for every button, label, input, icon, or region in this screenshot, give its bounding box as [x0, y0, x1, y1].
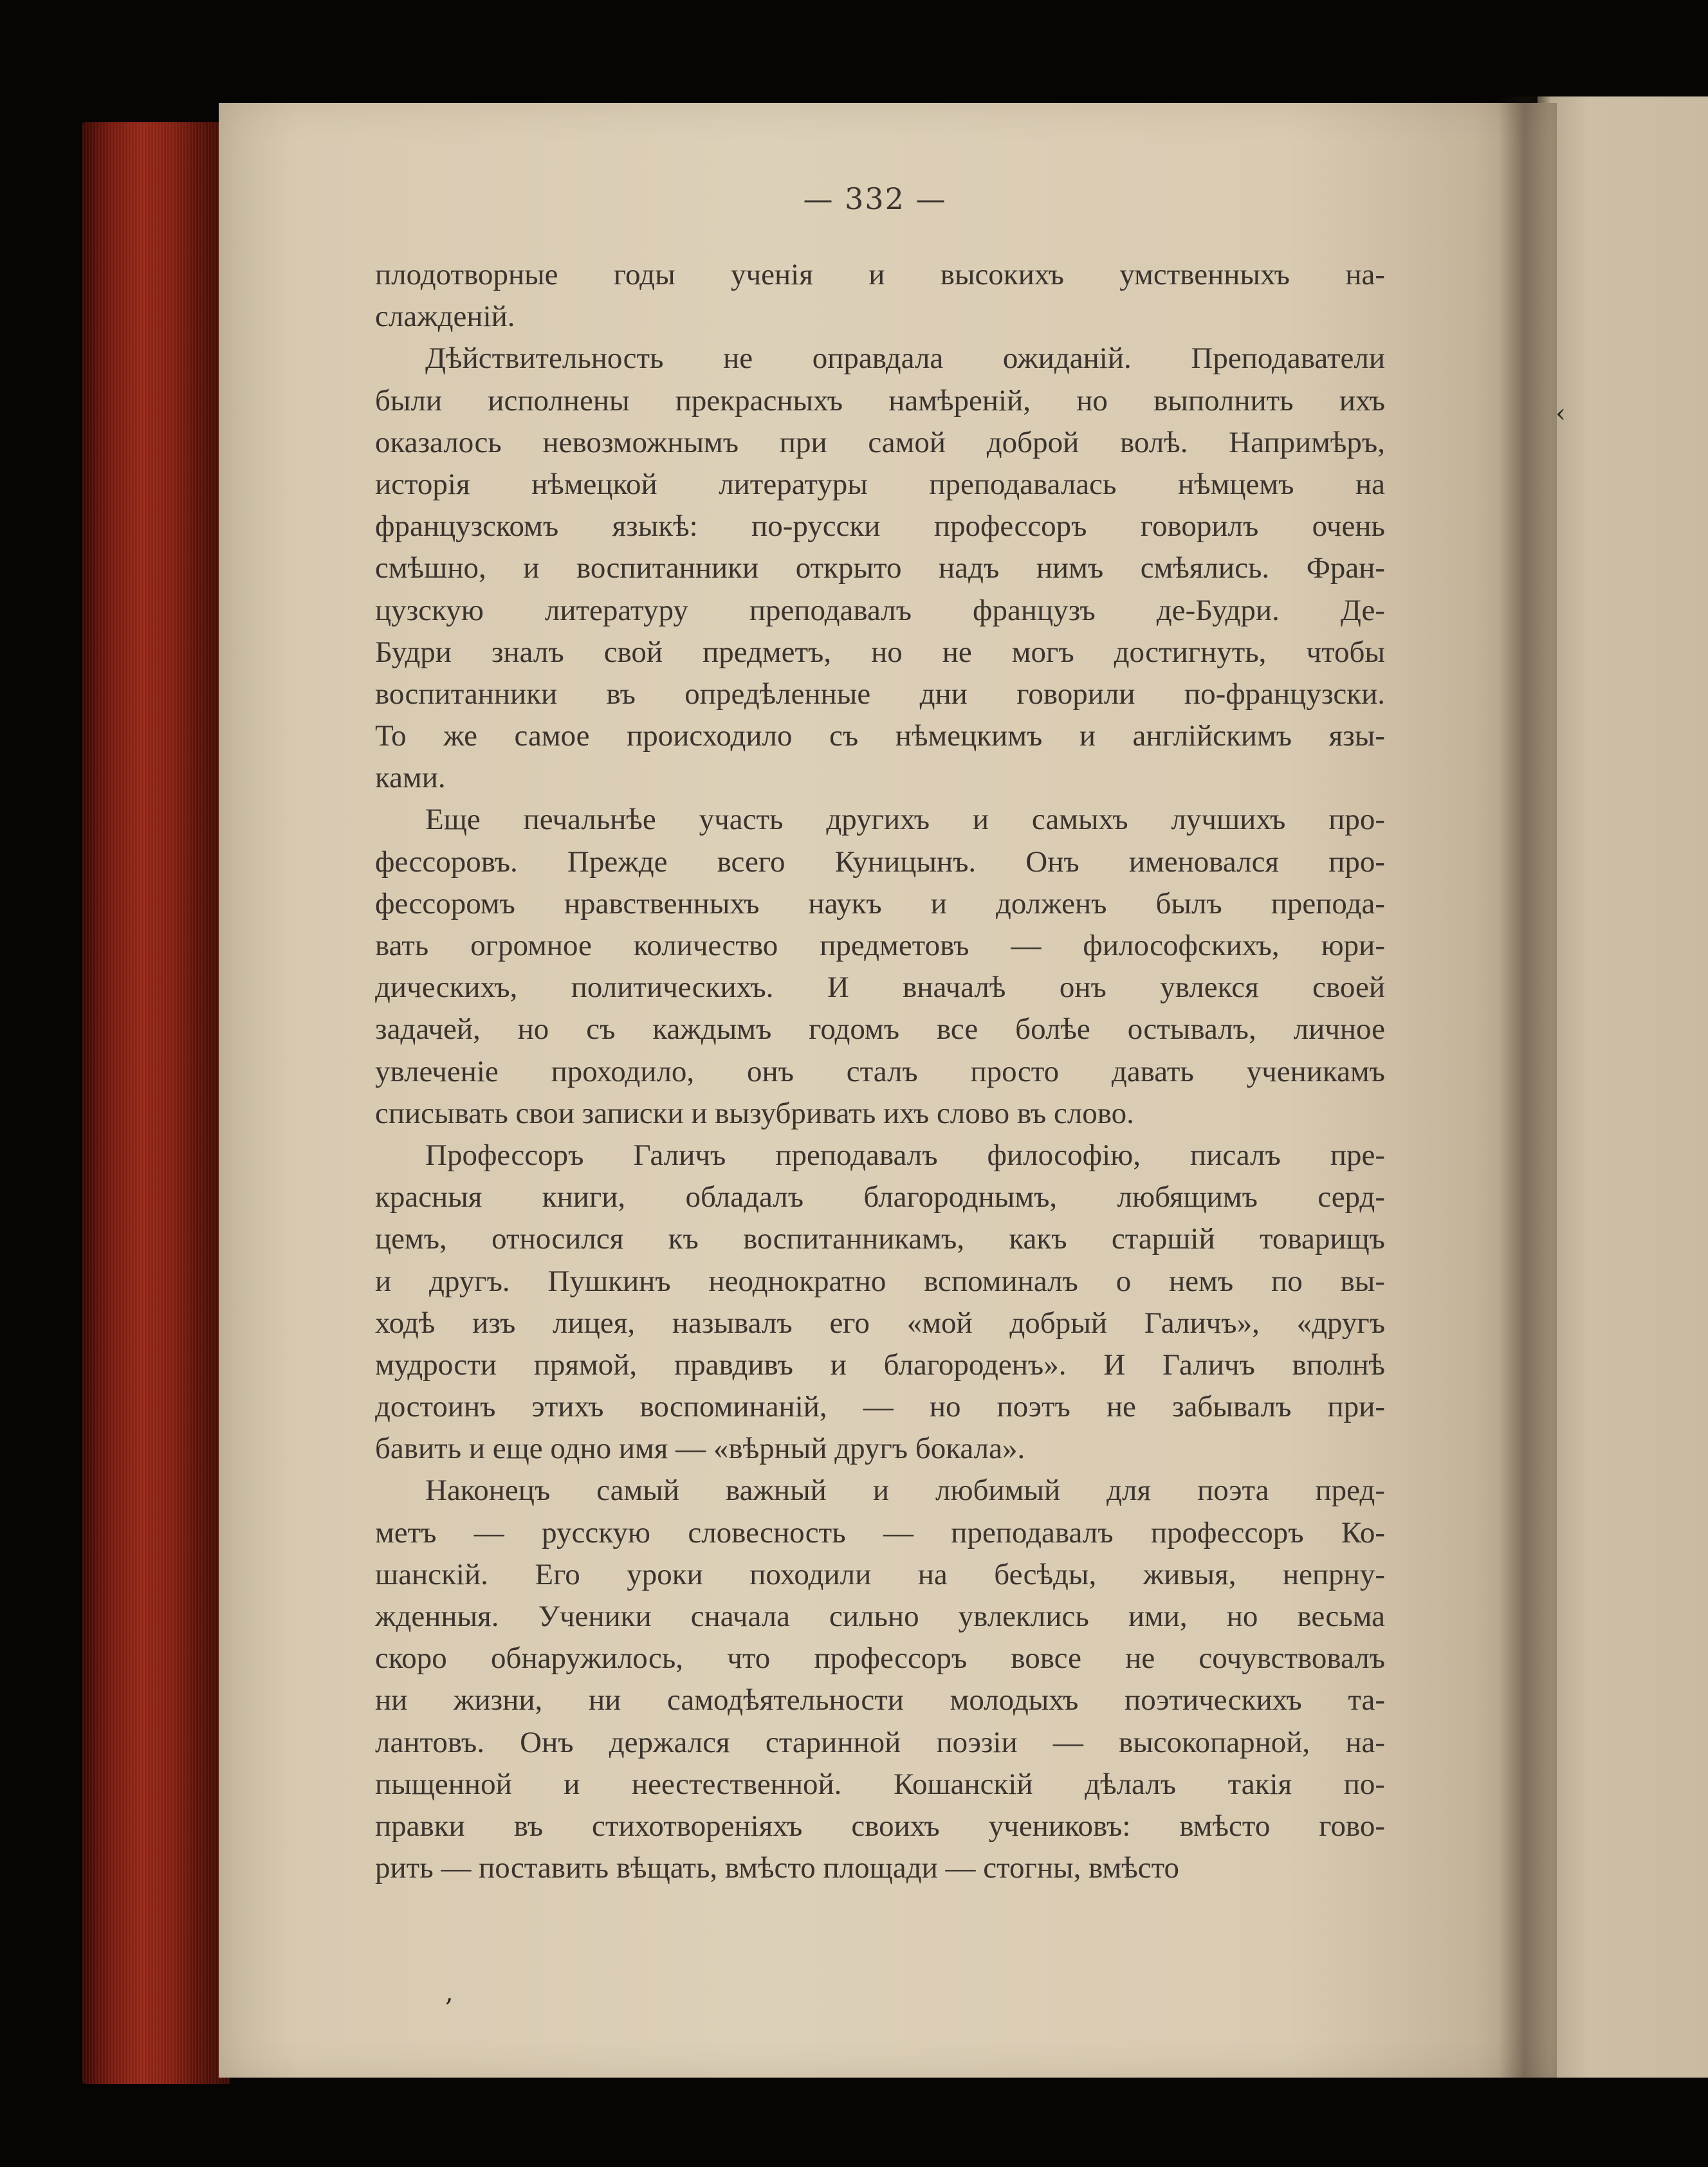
- text-line: задачей, но съ каждымъ годомъ все болѣе остывалъ, личное: [375, 1012, 1385, 1047]
- text-line: лантовъ. Онъ держался старинной поэзіи — высокопарной, на-: [375, 1725, 1385, 1759]
- ink-speck: ,: [445, 1978, 454, 2007]
- paragraph: [375, 254, 1385, 338]
- page-number: — 332 —: [803, 181, 947, 216]
- facing-page: [1538, 96, 1708, 2078]
- text-line: ходѣ изъ лицея, называлъ его «мой добрый Галичъ», «другъ: [375, 1306, 1385, 1340]
- text-line: вать огромное количество предметовъ — философскихъ, юри-: [375, 929, 1385, 962]
- text-line: оказалось невозможнымъ при самой доброй волѣ. Напримѣръ,: [375, 425, 1385, 459]
- text-line: жденныя. Ученики сначала сильно увлеклись ими, но весьма: [375, 1600, 1385, 1633]
- text-line: То же самое происходило съ нѣмецкимъ и англійскимъ язы-: [375, 719, 1385, 753]
- paragraph: [375, 338, 1385, 799]
- text-line: смѣшно, и воспитанники открыто надъ нимъ смѣялись. Фран-: [375, 551, 1385, 585]
- text-line: дическихъ, политическихъ. И вначалѣ онъ увлекся своей: [375, 971, 1385, 1005]
- text-line: мудрости прямой, правдивъ и благороденъ». И Галичъ вполнѣ: [375, 1348, 1385, 1382]
- text-line: фессоромъ нравственныхъ наукъ и долженъ былъ препода-: [375, 886, 1385, 920]
- paragraph: [375, 799, 1385, 1135]
- text-line: воспитанники въ опредѣленные дни говорили по-французски.: [375, 677, 1385, 711]
- text-line: шанскій. Его уроки походили на бесѣды, живыя, непрну-: [375, 1557, 1385, 1591]
- text-line: плодотворные годы ученія и высокихъ умственныхъ на-: [375, 258, 1385, 291]
- text-line: метъ — русскую словесность — преподавалъ профессоръ Ко-: [375, 1515, 1385, 1550]
- text-line: достоинъ этихъ воспоминаній, — но поэтъ не забывалъ при-: [375, 1390, 1385, 1424]
- text-line: красныя книги, обладалъ благороднымъ, любящимъ серд-: [375, 1180, 1385, 1214]
- text-line: и другъ. Пушкинъ неоднократно вспоминалъ о немъ по вы-: [375, 1264, 1385, 1298]
- text-line: Профессоръ Галичъ преподавалъ философію, писалъ пре-: [425, 1138, 1385, 1172]
- text-line: пыщенной и неестественной. Кошанскій дѣлалъ такія по-: [375, 1767, 1385, 1801]
- text-line: ками.: [375, 761, 446, 795]
- text-line: ни жизни, ни самодѣятельности молодыхъ поэтическихъ та-: [375, 1683, 1385, 1717]
- text-line: французскомъ языкѣ: по-русски профессоръ говорилъ очень: [375, 509, 1385, 544]
- text-line: скоро обнаружилось, что профессоръ вовсе не сочувствовалъ: [375, 1641, 1385, 1676]
- text-line: правки въ стихотвореніяхъ своихъ учениковъ: вмѣсто гово-: [375, 1809, 1385, 1843]
- text-line: исторія нѣмецкой литературы преподавалась нѣмцемъ на: [375, 467, 1385, 501]
- text-line: рить — поставить вѣщать, вмѣсто площади — стогны, вмѣсто: [375, 1851, 1179, 1885]
- text-line: увлеченіе проходило, онъ сталъ просто давать ученикамъ: [375, 1054, 1385, 1088]
- text-line: Наконецъ самый важный и любимый для поэта пред-: [425, 1474, 1385, 1508]
- text-line: бавить и еще одно имя — «вѣрный другъ бокала».: [375, 1432, 1025, 1466]
- text-line: цузскую литературу преподавалъ французъ де-Будри. Де-: [375, 593, 1385, 627]
- text-line: фессоровъ. Прежде всего Куницынъ. Онъ именовался про-: [375, 845, 1385, 879]
- text-line: списывать свои записки и вызубривать ихъ слово въ слово.: [375, 1096, 1134, 1130]
- paragraph: [375, 1470, 1385, 1889]
- text-line: слажденій.: [375, 300, 515, 334]
- text-line: Дѣйствительность не оправдала ожиданій. Преподаватели: [425, 342, 1385, 376]
- text-line: были исполнены прекрасныхъ намѣреній, но выполнить ихъ: [375, 383, 1385, 417]
- text-line: цемъ, относился къ воспитанникамъ, какъ старшій товарищъ: [375, 1222, 1385, 1256]
- page-gutter-shadow: [1499, 96, 1550, 2078]
- text-line: Еще печальнѣе участь другихъ и самыхъ лучшихъ про-: [425, 803, 1385, 837]
- book-page-edges: [82, 122, 230, 2084]
- text-line: Будри зналъ свой предметъ, но не могъ достигнуть, чтобы: [375, 635, 1385, 669]
- margin-mark: ‹: [1556, 399, 1566, 428]
- page-text: [375, 254, 1385, 1889]
- paragraph: [375, 1135, 1385, 1470]
